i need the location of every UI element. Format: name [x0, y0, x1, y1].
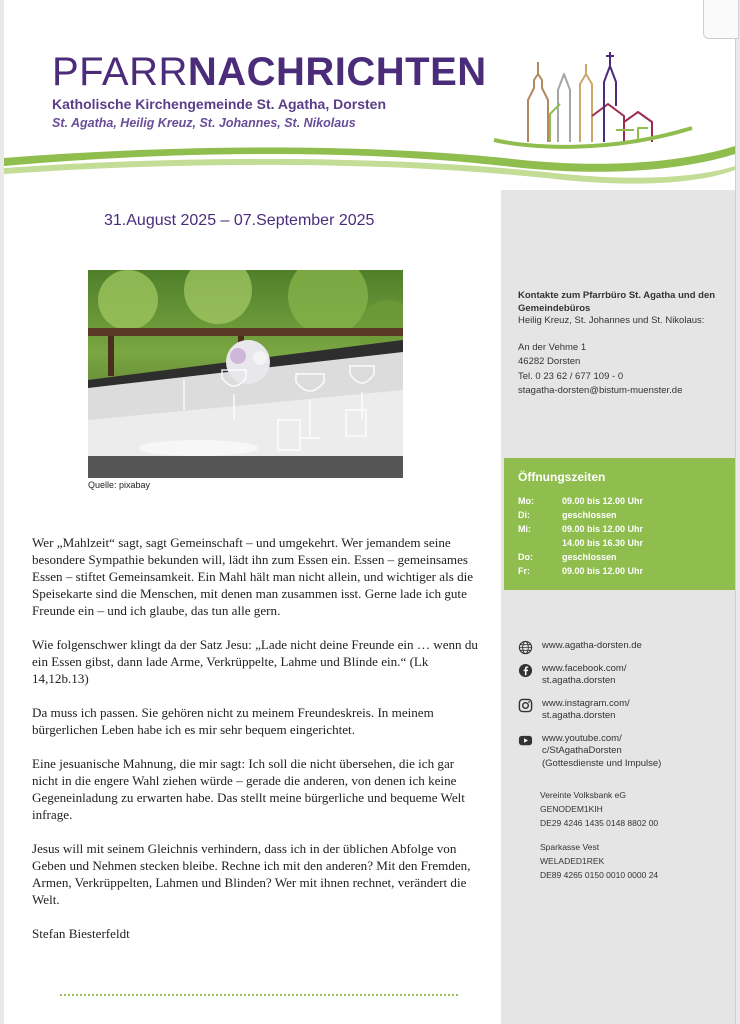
- parish-subtitle: Katholische Kirchengemeinde St. Agatha, Dorsten: [52, 96, 386, 112]
- bank-bic: GENODEM1KIH: [540, 804, 603, 814]
- hours-day: Do:: [518, 552, 533, 562]
- newsletter-title: [52, 48, 487, 96]
- article-paragraph: Wer „Mahlzeit“ sagt, sagt Gemeinschaft – und umgekehrt. Wer jemandem seine besondere Sympathie bekunden will, lädt ihn zum Essen ein. Essen – gemeinsames Essen – stiftet Gemeinsamkeit. Ein Mahl hält man nicht allein, und wichtiger als die Speisekarte sind die Menschen, mit denen man zusammen isst. Gerne lade ich gute Freunde ein – und ich glaube, das tun alle gern.: [32, 535, 474, 618]
- hours-day: Fr:: [518, 566, 530, 576]
- hours-day: Mi:: [518, 524, 531, 534]
- opening-hours-title: Öffnungszeiten: [518, 470, 606, 484]
- title-bold-part: NACHRICHTEN: [187, 50, 487, 94]
- date-range: 31.August 2025 – 07.September 2025: [104, 212, 375, 229]
- bank-iban: DE89 4265 0150 0010 0000 24: [540, 870, 659, 880]
- article-body: [32, 534, 480, 959]
- social-links: [518, 640, 733, 780]
- globe-icon: [518, 640, 533, 655]
- hours-row: [518, 510, 617, 520]
- newsletter-page: [4, 0, 736, 1024]
- hours-day: Di:: [518, 510, 530, 520]
- hours-day: Mo:: [518, 496, 534, 506]
- hours-row: [518, 496, 643, 506]
- hours-time: 14.00 bis 16.30 Uhr: [562, 538, 644, 548]
- instagram-icon: [518, 698, 533, 713]
- article-paragraph: Eine jesuanische Mahnung, die mir sagt: Ich soll die nicht übersehen, die ich gar nicht in die engere Wahl ziehen würde – gerade die anderen, von denen ich keine Gegeneinladung zu erwarten habe. Das stellt meine bürgerliche und bequeme Welt infrage.: [32, 756, 465, 822]
- youtube-icon: [518, 733, 533, 748]
- hours-row: [518, 566, 643, 576]
- facebook-link[interactable]: [518, 663, 733, 688]
- contact-block: [518, 290, 728, 400]
- hours-time: geschlossen: [562, 510, 617, 520]
- photo-caption: Quelle: pixabay: [88, 480, 151, 490]
- contact-phone: Tel. 0 23 62 / 677 109 - 0: [518, 370, 624, 382]
- hours-time: 09.00 bis 12.00 Uhr: [562, 524, 644, 534]
- instagram-url: www.instagram.com/: [542, 697, 630, 709]
- youtube-description: (Gottesdienste und Impulse): [542, 757, 662, 769]
- hours-row: [518, 524, 643, 534]
- website-url: www.agatha-dorsten.de: [542, 640, 642, 651]
- facebook-handle: st.agatha.dorsten: [542, 675, 616, 686]
- footer-divider: [60, 994, 458, 996]
- article-paragraph: Wie folgenschwer klingt da der Satz Jesu: „Lade nicht deine Freunde ein … wenn du ein Essen gibst, dann lade Arme, Verkrüppelte, Lahme und Blinde ein.“ (Lk 14,12b.13): [32, 637, 478, 686]
- contact-subheading: Heilig Kreuz, St. Johannes und St. Nikolaus:: [518, 315, 705, 326]
- instagram-link[interactable]: [518, 698, 733, 723]
- bank-details-sparkasse: [540, 840, 658, 882]
- bank-iban: DE29 4246 1435 0148 8802 00: [540, 818, 659, 828]
- contact-email[interactable]: stagatha-dorsten@bistum-muenster.de: [518, 385, 683, 396]
- bank-details-volksbank: [540, 788, 658, 830]
- youtube-url: www.youtube.com/: [542, 732, 622, 744]
- youtube-link[interactable]: [518, 733, 733, 771]
- hours-time: geschlossen: [562, 552, 617, 562]
- dinner-table-photo: [88, 270, 403, 478]
- title-light-part: PFARR: [52, 50, 188, 94]
- opening-hours-box: [504, 458, 735, 590]
- facebook-icon: [518, 663, 533, 678]
- contact-street: An der Vehme 1: [518, 341, 587, 353]
- hours-row: [518, 538, 643, 548]
- page-corner: [703, 0, 739, 39]
- hours-time: 09.00 bis 12.00 Uhr: [562, 496, 644, 506]
- article-paragraph: Da muss ich passen. Sie gehören nicht zu meinem Freundeskreis. In meinem bürgerlichen Leben habe ich es mir sehr bequem eingerichtet.: [32, 705, 434, 737]
- facebook-url: www.facebook.com/: [542, 662, 627, 674]
- parish-list: St. Agatha, Heilig Kreuz, St. Johannes, St. Nikolaus: [52, 116, 356, 130]
- hours-time: 09.00 bis 12.00 Uhr: [562, 566, 644, 576]
- youtube-channel: c/StAgathaDorsten: [542, 745, 622, 756]
- bank-bic: WELADED1REK: [540, 856, 605, 866]
- article-paragraph: Jesus will mit seinem Gleichnis verhindern, dass ich in der üblichen Abfolge von Geben und Nehmen stecken bleibe. Rechne ich mit den anderen? Mit den Fremden, Armen, Verkrüppelten, Lahmen und Blinden? Wer mit ihnen rechnet, verändert die Welt.: [32, 841, 471, 907]
- website-link[interactable]: [518, 640, 733, 653]
- hours-row: [518, 552, 617, 562]
- contact-heading: Kontakte zum Pfarrbüro St. Agatha und den Gemeindebüros: [518, 290, 716, 314]
- bank-name: Sparkasse Vest: [540, 842, 600, 852]
- instagram-handle: st.agatha.dorsten: [542, 710, 616, 721]
- article-author: Stefan Biesterfeldt: [32, 926, 130, 941]
- bank-name: Vereinte Volksbank eG: [540, 790, 627, 800]
- contact-city: 46282 Dorsten: [518, 356, 581, 367]
